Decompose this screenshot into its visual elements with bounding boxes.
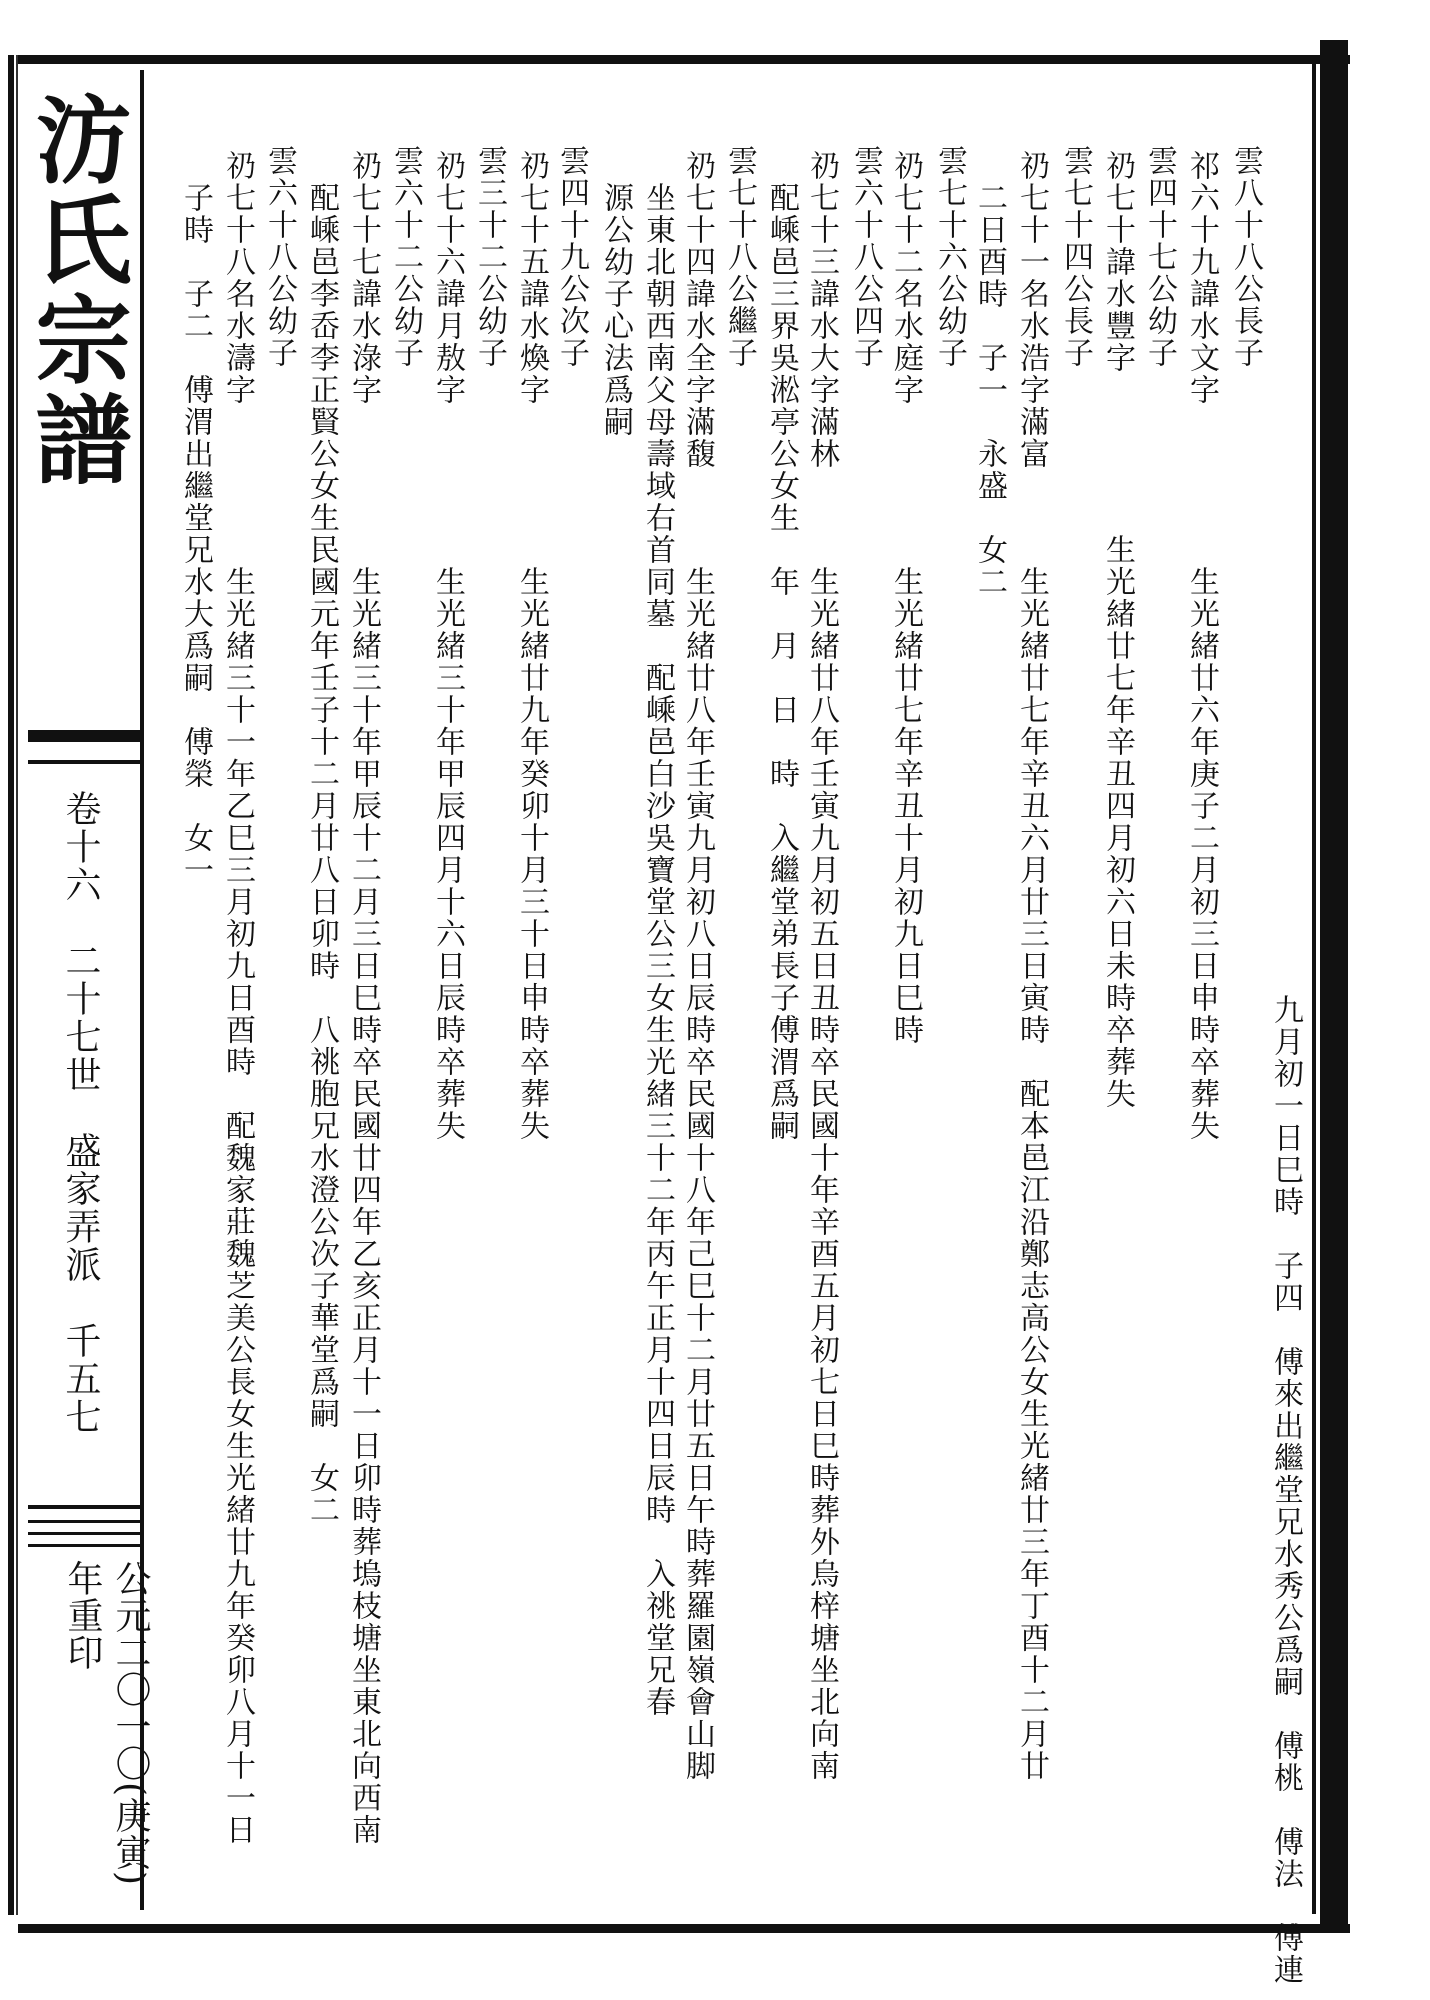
entry-column: 雲六十八公四子	[848, 145, 883, 369]
title-column	[20, 70, 151, 1910]
genealogy-body	[150, 130, 1320, 1986]
volume-info: 卷十六 二十七世 盛家弄派 千五七	[60, 790, 101, 1436]
entry-column: 配嵊邑三界吳淞亭公女生 年 月 日 時 入繼堂弟長子傅渭爲嗣	[764, 150, 799, 1142]
entry-column: 雲四十七公幼子	[1142, 145, 1177, 369]
entry-column: 雲七十四公長子	[1058, 145, 1093, 369]
entry-column: 礽七十二名水庭字 生光緒廿七年辛丑十月初九日巳時	[888, 150, 923, 1046]
entry-column: 雲四十九公次子	[554, 145, 589, 369]
entry-column: 雲七十六公幼子	[932, 145, 967, 369]
footer-divider	[28, 1544, 140, 1547]
entry-column: 雲八十八公長子	[1228, 145, 1263, 369]
frame-right-border	[1320, 40, 1348, 1928]
book-title: 汸氏宗譜	[20, 90, 133, 490]
entry-column: 雲三十二公幼子	[472, 145, 507, 369]
entry-column: 配嵊邑李岙李正賢公女生民國元年壬子十二月廿八日卯時 八祧胞兄水澄公次子華堂爲嗣 女二	[304, 150, 339, 1526]
entry-column: 礽七十諱水豐字 生光緒廿七年辛丑四月初六日未時卒葬失	[1100, 150, 1135, 1110]
entry-column: 雲六十二公幼子	[388, 145, 423, 369]
entry-column: 礽七十八名水濤字 生光緒三十一年乙巳三月初九日酉時 配魏家莊魏芝美公長女生光緒廿九年癸卯八月十一日	[220, 150, 255, 1846]
entry-column: 礽七十一名水浩字滿富 生光緒廿七年辛丑六月廿三日寅時 配本邑江沿鄭志高公女生光緒廿三年丁酉十二月廿	[1014, 150, 1049, 1782]
entry-column: 子時 子二 傅渭出繼堂兄水大爲嗣 傅榮 女一	[178, 150, 213, 886]
frame-left-border	[8, 55, 14, 1915]
footer-divider	[28, 1532, 140, 1535]
entry-column: 九月初一日巳時 子四 傅來出繼堂兄水秀公爲嗣 傅桃 傅法 傅連	[1268, 130, 1303, 1986]
entry-column: 礽七十三諱水大字滿林 生光緒廿八年壬寅九月初五日丑時卒民國十年辛酉五月初七日巳時葬外烏梓塘坐北向南	[804, 150, 839, 1782]
entry-column: 祁六十九諱水文字 生光緒廿六年庚子二月初三日申時卒葬失	[1184, 150, 1219, 1142]
entry-column: 源公幼子心法爲嗣	[598, 150, 633, 438]
title-divider	[28, 760, 140, 764]
title-divider	[28, 730, 140, 742]
entry-column: 坐東北朝西南父母壽域右首同墓 配嵊邑白沙吳寶堂公三女生光緒三十二年丙午正月十四日辰時 入祧堂兄春	[640, 150, 675, 1718]
entry-column: 礽七十四諱水全字滿馥 生光緒廿八年壬寅九月初八日辰時卒民國十八年己巳十二月廿五日午時葬羅園嶺會山脚	[680, 150, 715, 1782]
entry-column: 二日酉時 子一 永盛 女二	[972, 150, 1007, 598]
footer-divider	[28, 1505, 140, 1509]
entry-column: 礽七十六諱月敖字 生光緒三十年甲辰四月十六日辰時卒葬失	[430, 150, 465, 1142]
entry-column: 雲六十八公幼子	[262, 145, 297, 369]
entry-column: 礽七十五諱水煥字 生光緒廿九年癸卯十月三十日申時卒葬失	[514, 150, 549, 1142]
entry-column: 雲七十八公繼子	[722, 145, 757, 369]
entry-column: 礽七十七諱水淥字 生光緒三十年甲辰十二月三日巳時卒民國廿四年乙亥正月十一日卯時葬塢枝塘坐東北向西南	[346, 150, 381, 1846]
footer-divider	[28, 1520, 140, 1523]
reprint-note: 公元二〇一〇(庚寅)年重印	[62, 1560, 151, 1887]
